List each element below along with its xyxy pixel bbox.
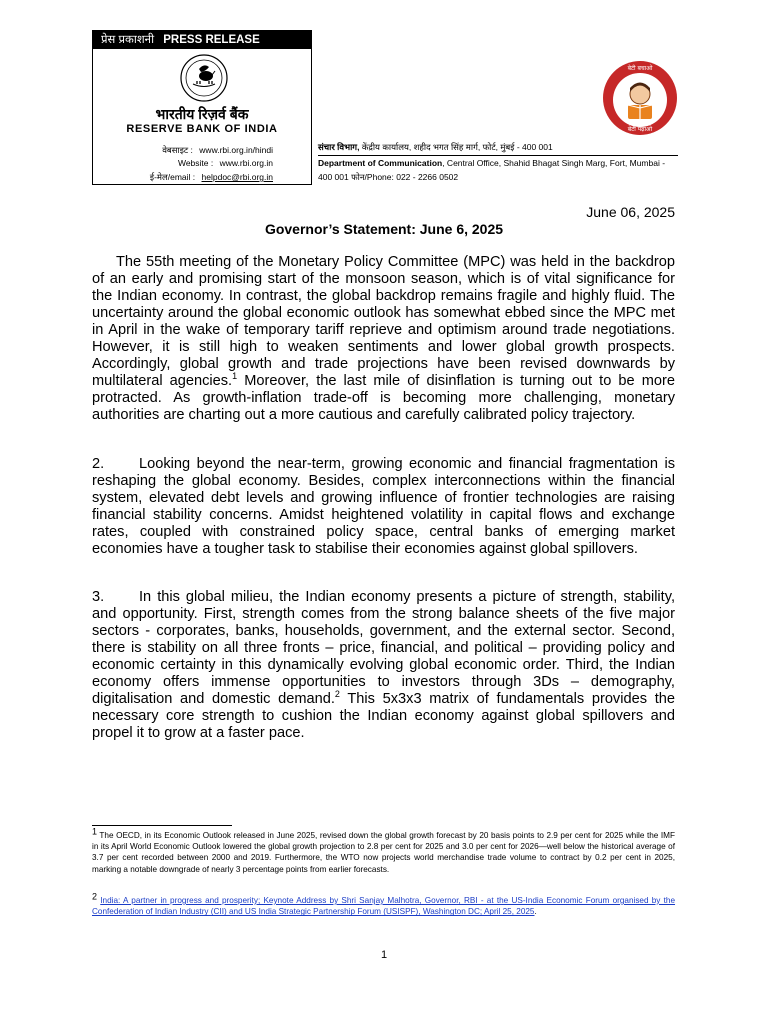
paragraph-number: 3. (92, 589, 105, 605)
logo-text-bottom: बेटी पढ़ाओ (627, 126, 653, 133)
paragraph-1-text-a: The 55th meeting of the Monetary Policy Committee (MPC) was held in the backdrop of an early and promising start of the monsoon season, which is of vital significance for the Indian economy. In contrast, the global backdrop remains fragile and highly fluid. The uncertainty around the global economic outlook has somewhat ebbed since the MPC met in April in the wake of temporary tariff reprieve and optimism around trade negotiations. However, it is still high to weaken sentiments and lower global growth prospects. Accordingly, global growth and trade projections have been revised downwards by multilateral agencies. (92, 254, 675, 389)
press-release-banner (93, 31, 311, 49)
website-line (178, 158, 273, 168)
page-number: 1 (380, 949, 388, 961)
department-address-hindi (318, 140, 678, 156)
footnote-ref-2[interactable]: 2 (334, 689, 340, 700)
footnote-2 (92, 891, 676, 917)
website-link[interactable]: www.rbi.org.in (219, 158, 273, 168)
department-address-hindi-text: केंद्रीय कार्यालय, शहीद भगत सिंह मार्ग, फोर्ट, मुंबई - 400 001 (361, 142, 553, 152)
hindi-website-line (162, 145, 273, 156)
footnote-1 (92, 826, 675, 875)
department-address-english (318, 156, 678, 184)
paragraph-1 (92, 254, 675, 424)
statement-title: Governor’s Statement: June 6, 2025 (264, 221, 504, 237)
paragraph-number: 2. (92, 456, 105, 472)
paragraph-3 (92, 589, 675, 742)
logo-text-top: बेटी बचाओ (627, 65, 653, 72)
beti-bachao-logo-icon (601, 59, 679, 137)
hindi-website-link[interactable]: www.rbi.org.in/hindi (199, 145, 273, 155)
department-name: Department of Communication (318, 158, 443, 168)
hindi-website-label: वेबसाइट : (162, 145, 193, 155)
rbi-emblem-icon (179, 53, 229, 103)
bank-name-hindi: भारतीय रिज़र्व बैंक (155, 106, 249, 122)
department-address (318, 140, 678, 184)
press-label: PRESS RELEASE (163, 34, 260, 46)
footnote-2-link[interactable]: India: A partner in progress and prosperity; Keynote Address by Shri Sanjay Malhotra, Governor, RBI - at the US-India Economic Forum organised by the Confederation of Indian Industry (CII) and US India Strategic Partnership Forum (USISPF), Washington DC; April 25, 2025 (92, 896, 676, 917)
footnote-divider (92, 825, 232, 826)
paragraph-3-text-b: This 5x3x3 matrix of fundamentals provides the necessary core strength to cushion the Indian economy against global spillovers and propel it to grow at a faster pace. (92, 691, 675, 741)
footnote-1-number: 1 (92, 826, 98, 837)
paragraph-1-text-b: Moreover, the last mile of disinflation is turning out to be more protracted. As growth-inflation trade-off is becoming more challenging, monetary authorities are charting out a more cautious and carefully calibrated policy trajectory. (92, 373, 675, 423)
press-label-hindi: प्रेस प्रकाशनी (101, 34, 155, 46)
email-link[interactable]: helpdoc@rbi.org.in (201, 172, 273, 182)
footnote-2-number: 2 (92, 891, 98, 902)
email-label: ई-मेल/email : (149, 172, 196, 182)
department-address-text: , Central Office, Shahid Bhagat Singh Marg, Fort, Mumbai - 400 001 फोन/Phone: 022 - 2266 0502 (318, 158, 666, 182)
footnote-2-end: . (534, 907, 537, 917)
paragraph-3-text-a: In this global milieu, the Indian economy presents a picture of strength, stability, and opportunity. First, strength comes from the strong balance sheets of the five major sectors - corporates, banks, households, government, and the external sector. Second, there is stability on all three fronts – price, financial, and political – providing policy and economic certainty in this dynamically evolving global economic order. Third, the Indian economy offers immense opportunities to investors through 3Ds – demography, digitalisation and domestic demand. (92, 589, 675, 707)
website-label: Website : (177, 158, 214, 168)
department-name-hindi: संचार विभाग, (318, 142, 360, 152)
paragraph-2 (92, 456, 675, 558)
footnote-1-text: The OECD, in its Economic Outlook released in June 2025, revised down the global growth forecast by 20 basis points to 2.9 per cent for 2025 while the IMF in its April World Economic Outlook lowered the global growth projection to 2.8 per cent for 2025 and 3.0 per cent for 2026—well below the historical average of 3.7 per cent recorded between 2000 and 2019. Furthermore, the WTO now projects world merchandise trade volume to contract by 0.2 per cent in 2025, marking a notable downgrade of nearly 3 percentage points from earlier forecasts. (92, 831, 675, 874)
release-date: June 06, 2025 (586, 204, 675, 220)
bank-name: RESERVE BANK OF INDIA (126, 123, 278, 135)
footnote-ref-1[interactable]: 1 (232, 371, 238, 382)
email-line (150, 172, 273, 183)
paragraph-2-text: Looking beyond the near-term, growing economic and financial fragmentation is reshaping the global economy. Besides, complex interconnections within the financial system, elevated debt levels and growing influence of frontier technologies are raising financial stability concerns. Amidst heightened volatility in capital flows and exchange rates, coupled with constrained policy space, central banks of emerging market economies have a tougher task to stabilise their economies against global spillovers. (92, 456, 675, 557)
press-release-header (92, 30, 312, 185)
